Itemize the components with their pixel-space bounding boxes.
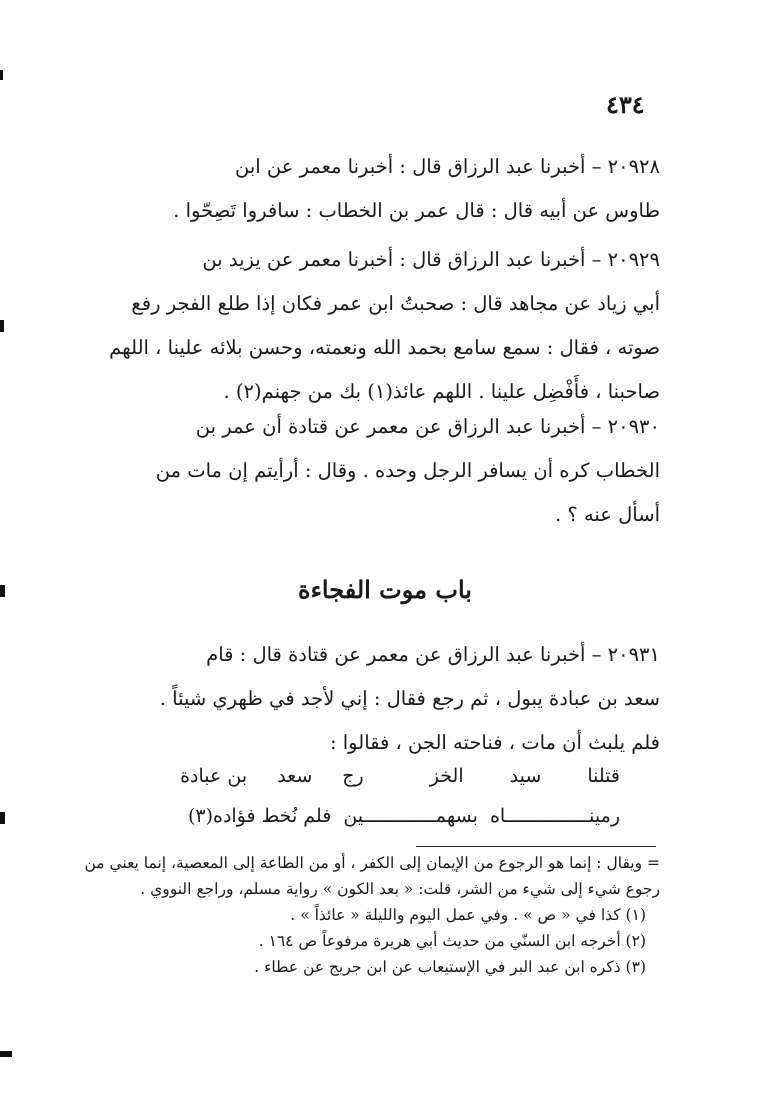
verse-word: سيد [509,765,542,787]
text-line: سعد بن عبادة يبول ، ثم رجع فقال : إني لأجد في ظهري شيئاً . [159,687,660,710]
footnote-continuation: = ويقال : إنما هو الرجوع من الإيمان إلى الكفر ، أو من الطاعة إلى المعصية، إنما يعني من [84,854,660,872]
verse-word: قتلنا [587,765,620,787]
verse-line-2 [150,805,620,827]
verse-word: فلم نُخط فؤاده(٣) [187,805,332,827]
scan-edge-mark [0,585,5,597]
verse-line-1 [150,765,620,787]
verse-word: سعد [277,765,313,787]
text-line: أسأل عنه ؟ . [555,503,660,526]
footnote-continuation: رجوع شيء إلى شيء من الشر، قلت: « بعد الكون » رواية مسلم، وراجع النووي . [140,880,660,898]
text-line: فلم يلبث أن مات ، فناحته الجن ، فقالوا : [330,731,660,754]
footnote-1: (١) كذا في « ص » . وفي عمل اليوم والليلة « عائذاً » . [290,906,646,924]
footnote-2: (٢) أخرجه ابن السنّي من حديث أبي هريرة مرفوعاً ص ١٦٤ . [258,932,646,950]
text-line: طاوس عن أبيه قال : قال عمر بن الخطاب : سافروا تَصِحّوا . [173,199,660,222]
section-title: باب موت الفجاءة [298,575,472,604]
scan-edge-mark [0,1051,12,1057]
page-number: ٤٣٤ [606,90,645,119]
text-line: ٢٠٩٢٨ – أخبرنا عبد الرزاق قال : أخبرنا معمر عن ابن [235,155,660,178]
verse-word: بسهمـــــــــــــين [343,805,478,827]
verse-word: رج [342,765,364,787]
text-line: ٢٠٩٣١ – أخبرنا عبد الرزاق عن معمر عن قتادة قال : قام [206,643,660,666]
verse-word: بن عبادة [180,765,248,787]
hadith-20928 [110,145,660,233]
text-line: ٢٠٩٣٠ – أخبرنا عبد الرزاق عن معمر عن قتادة أن عمر بن [195,415,660,438]
scan-edge-mark [0,70,3,80]
verse-word: الخز [429,765,464,787]
text-line: صوته ، فقال : سمع سامع بحمد الله ونعمته، وحسن بلائه علينا ، اللهم [109,336,660,359]
hadith-20929 [110,238,660,414]
text-line: الخطاب كره أن يسافر الرجل وحده . وقال : أرأيتم إن مات من [155,459,660,482]
text-line: أبي زياد عن مجاهد قال : صحبتُ ابن عمر فكان إذا طلع الفجر رفع [131,292,660,315]
scan-edge-mark [0,320,4,332]
verse-word: رمينـــــــــــــــاه [489,805,620,827]
text-line: ٢٠٩٢٩ – أخبرنا عبد الرزاق قال : أخبرنا معمر عن يزيد بن [202,248,660,271]
footnotes [84,850,660,980]
scan-edge-mark [0,812,5,824]
hadith-20930 [110,405,660,537]
text-line: صاحبنا ، فأَفْضِل علينا . اللهم عائذ(١) بك من جهنم(٢) . [223,380,660,403]
hadith-20931 [110,633,660,765]
footnote-3: (٣) ذكره ابن عبد البر في الإستيعاب عن ابن جريج عن عطاء . [254,958,646,976]
footnote-divider [416,846,656,847]
